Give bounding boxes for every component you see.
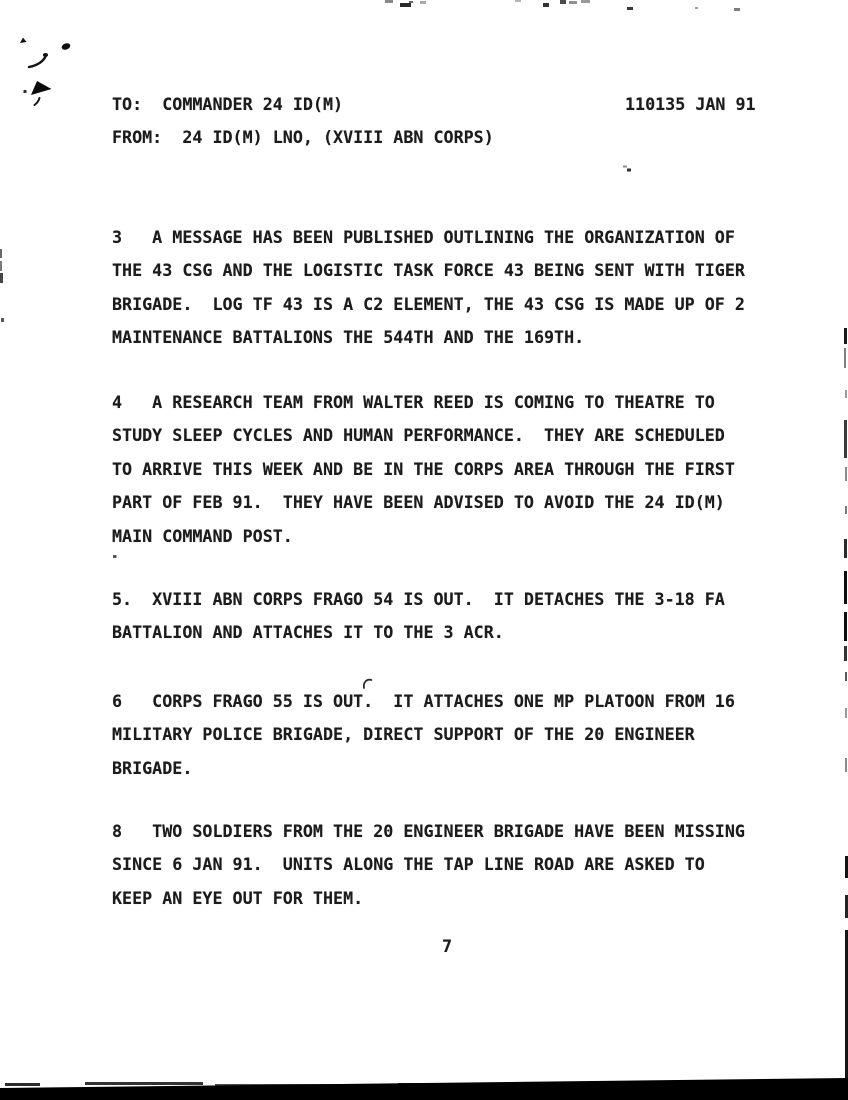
memo-to-line: TO: COMMANDER 24 ID(M) xyxy=(112,94,344,114)
memo-line: BRIGADE. xyxy=(112,757,193,778)
memo-line: MAINTENANCE BATTALIONS THE 544TH AND THE 169TH. xyxy=(112,327,585,348)
paragraph-6 xyxy=(112,685,735,785)
memo-line: TO ARRIVE THIS WEEK AND BE IN THE CORPS AREA THROUGH THE FIRST xyxy=(112,458,735,479)
scanner-bar-bottom xyxy=(0,1078,848,1100)
memo-line: 8 TWO SOLDIERS FROM THE 20 ENGINEER BRIGADE HAVE BEEN MISSING xyxy=(112,821,745,841)
memo-line: PART OF FEB 91. THEY HAVE BEEN ADVISED TO AVOID THE 24 ID(M) xyxy=(112,492,725,513)
memo-line: BATTALION AND ATTACHES IT TO THE 3 ACR. xyxy=(112,622,504,643)
memo-line: 6 CORPS FRAGO 55 IS OUT. IT ATTACHES ONE MP PLATOON FROM 16 xyxy=(112,691,735,711)
memo-line: 4 A RESEARCH TEAM FROM WALTER REED IS COMING TO THEATRE TO xyxy=(112,392,715,412)
memo-header xyxy=(112,88,494,155)
memo-line: THE 43 CSG AND THE LOGISTIC TASK FORCE 43 BEING SENT WITH TIGER xyxy=(112,260,745,281)
memo-line: KEEP AN EYE OUT FOR THEM. xyxy=(112,887,364,908)
memo-line: BRIGADE. LOG TF 43 IS A C2 ELEMENT, THE 43 CSG IS MADE UP OF 2 xyxy=(112,293,745,314)
ink-speck xyxy=(113,555,117,558)
memo-date: 110135 JAN 91 xyxy=(625,94,756,114)
memo-line: 3 A MESSAGE HAS BEEN PUBLISHED OUTLINING THE ORGANIZATION OF xyxy=(112,227,735,247)
memo-from-line: FROM: 24 ID(M) LNO, (XVIII ABN CORPS) xyxy=(112,127,494,148)
memo-line: MAIN COMMAND POST. xyxy=(112,525,293,546)
page-number: 7 xyxy=(442,936,453,956)
paragraph-8 xyxy=(112,815,745,915)
scan-artifact-right-edge xyxy=(844,328,848,1082)
scan-smudges-top-edge xyxy=(385,0,740,11)
memo-line: STUDY SLEEP CYCLES AND HUMAN PERFORMANCE. THEY ARE SCHEDULED xyxy=(112,425,725,446)
paragraph-5 xyxy=(112,583,725,650)
memo-line: SINCE 6 JAN 91. UNITS ALONG THE TAP LINE ROAD ARE ASKED TO xyxy=(112,854,705,875)
paragraph-3 xyxy=(112,221,745,355)
scan-artifact-left-edge xyxy=(0,249,4,322)
pen-marks-top-left xyxy=(20,38,71,106)
memo-line: MILITARY POLICE BRIGADE, DIRECT SUPPORT OF THE 20 ENGINEER xyxy=(112,724,695,745)
paragraph-4 xyxy=(112,386,735,553)
ink-speck xyxy=(623,166,631,172)
memo-line: 5. XVIII ABN CORPS FRAGO 54 IS OUT. IT DETACHES THE 3-18 FA xyxy=(112,589,725,609)
